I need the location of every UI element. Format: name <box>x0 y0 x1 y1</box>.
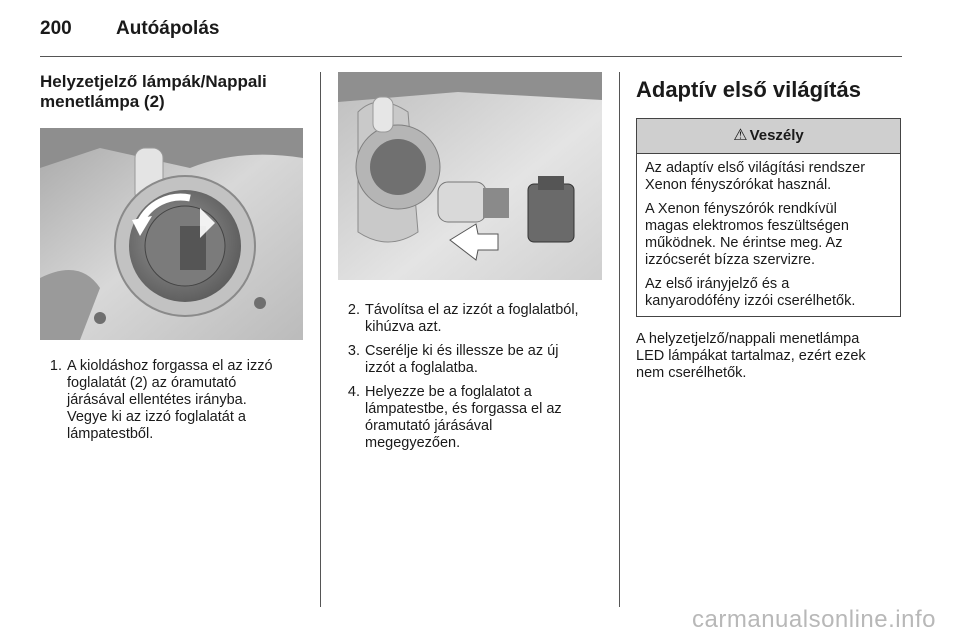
warning-heading: Veszély <box>749 127 804 144</box>
warning-paragraph <box>645 160 892 194</box>
step-line: izzót a foglalatba. <box>365 360 478 376</box>
step-item <box>40 358 303 443</box>
warning-line: kanyarodófény izzói cserélhetők. <box>645 293 856 309</box>
page-header <box>40 14 902 58</box>
step-line: A kioldáshoz forgassa el az izzó <box>67 358 273 374</box>
step-number: 3. <box>347 343 360 359</box>
step-item <box>338 302 602 336</box>
bulb-holder-photo <box>40 128 303 340</box>
column-divider-1 <box>320 72 321 607</box>
warning-line: működnek. Ne érintse meg. Az <box>645 235 843 251</box>
step-number: 4. <box>347 384 360 400</box>
steps-list-middle <box>338 302 602 452</box>
column-divider-2 <box>619 72 620 607</box>
warning-line: Xenon fényszórókat használ. <box>645 177 832 193</box>
chapter-title: Autóápolás <box>116 18 220 39</box>
warning-paragraph <box>645 201 892 269</box>
left-column <box>40 72 303 450</box>
warning-line: Az első irányjelző és a <box>645 276 790 292</box>
warning-body <box>637 154 900 316</box>
middle-column <box>338 72 602 459</box>
step-item <box>338 384 602 452</box>
steps-list-left <box>40 358 303 443</box>
warning-triangle-icon: ⚠ <box>733 127 748 144</box>
page-number: 200 <box>40 18 72 39</box>
step-line: megegyezően. <box>365 435 461 451</box>
step-number: 2. <box>347 302 360 318</box>
step-line: óramutató járásával <box>365 418 493 434</box>
watermark: carmanualsonline.info <box>692 606 936 633</box>
section-title-line: Helyzetjelző lámpák/Nappali <box>40 72 267 91</box>
section-title-line: menetlámpa (2) <box>40 92 165 111</box>
paragraph-line: LED lámpákat tartalmaz, ezért ezek <box>636 348 866 364</box>
header-divider <box>40 56 902 57</box>
step-line: Vegye ki az izzó foglalatát a <box>67 409 246 425</box>
warning-paragraph <box>645 276 892 310</box>
step-line: lámpatestbe, és forgassa el az <box>365 401 562 417</box>
paragraph-line: A helyzetjelző/nappali menetlámpa <box>636 331 860 347</box>
step-line: kihúzva azt. <box>365 319 442 335</box>
led-info-paragraph <box>636 331 901 382</box>
right-column <box>636 72 901 382</box>
paragraph-line: nem cserélhetők. <box>636 365 747 381</box>
warning-box <box>636 118 901 317</box>
section-title-adaptive-lighting: Adaptív első világítás <box>636 77 861 102</box>
step-line: Helyezze be a foglalatot a <box>365 384 532 400</box>
step-line: foglalatát (2) az óramutató <box>67 375 237 391</box>
step-item <box>338 343 602 377</box>
step-number: 1. <box>49 358 62 374</box>
step-line: lámpatestből. <box>67 426 154 442</box>
warning-line: izzócserét bízza szervizre. <box>645 252 816 268</box>
bulb-removal-photo <box>338 72 602 280</box>
step-line: Távolítsa el az izzót a foglalatból, <box>365 302 579 318</box>
warning-line: magas elektromos feszültségen <box>645 218 849 234</box>
warning-line: Az adaptív első világítási rendszer <box>645 160 866 176</box>
warning-header <box>637 119 900 154</box>
section-title-position-lamps <box>40 72 303 112</box>
warning-line: A Xenon fényszórók rendkívül <box>645 201 837 217</box>
step-line: járásával ellentétes irányba. <box>67 392 247 408</box>
step-line: Cserélje ki és illessze be az új <box>365 343 559 359</box>
